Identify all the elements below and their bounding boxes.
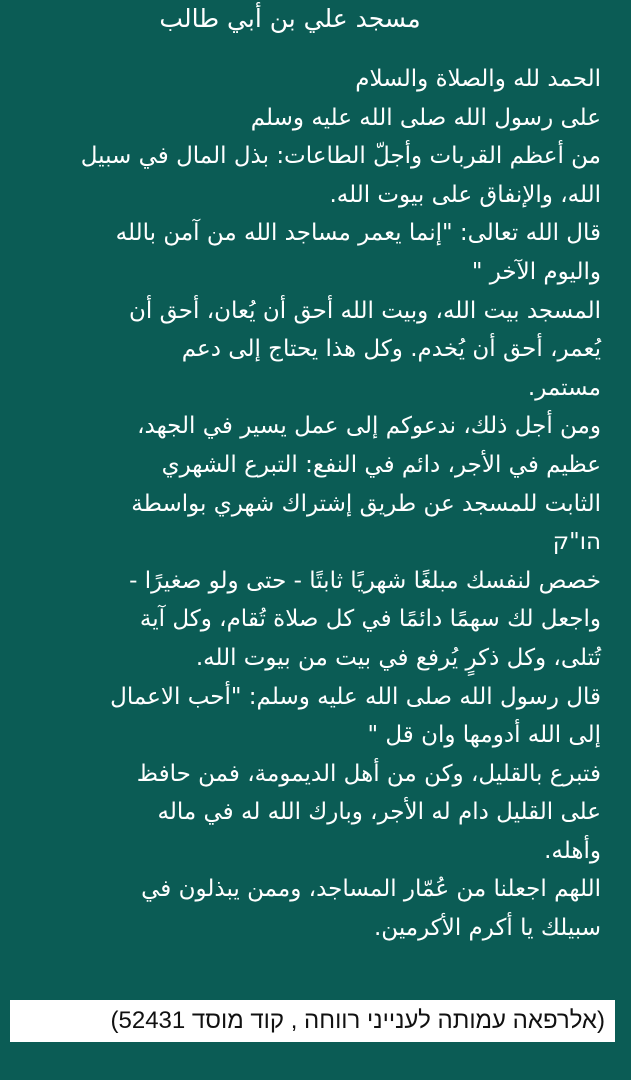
text-line: وأهله. — [544, 837, 601, 864]
page-title: مسجد علي بن أبي طالب — [159, 4, 421, 33]
text-line: على القليل دام له الأجر، وبارك الله له في ماله — [157, 799, 601, 826]
text-line: الحمد لله والصلاة والسلام — [355, 66, 601, 92]
text-line: عظيم في الأجر، دائم في النفع: التبرع الشهري — [161, 451, 601, 478]
text-line: المسجد بيت الله، وبيت الله أحق أن يُعان، أحق أن — [129, 297, 601, 324]
text-line: الله، والإنفاق على بيوت الله. — [329, 181, 601, 208]
text-line: على رسول الله صلى الله عليه وسلم — [250, 104, 601, 131]
text-line: הו"ק — [552, 529, 601, 556]
text-line: واجعل لك سهمًا دائمًا في كل صلاة تُقام، وكل آية — [139, 606, 601, 633]
text-line: ومن أجل ذلك، ندعوكم إلى عمل يسير في الجهد، — [137, 413, 601, 440]
text-line: إلى الله أدومها وان قل " — [367, 722, 601, 749]
text-line: تُتلى، وكل ذكرٍ يُرفع في بيت من بيوت الله. — [195, 644, 601, 671]
text-line: فتبرع بالقليل، وكن من أهل الديمومة، فمن حافظ — [136, 760, 601, 787]
text-line: خصص لنفسك مبلغًا شهريًا ثابتًا - حتى ولو صغيرًا - — [129, 567, 601, 594]
text-line: اللهم اجعلنا من عُمّار المساجد، وممن يبذلون في — [141, 876, 601, 903]
text-line: الثابت للمسجد عن طريق إشتراك شهري بواسطة — [131, 490, 601, 517]
text-line: سبيلك يا أكرم الأكرمين. — [374, 915, 601, 942]
text-line: واليوم الآخر " — [471, 258, 601, 285]
text-line: مستمر. — [527, 374, 601, 401]
message-body — [11, 60, 601, 948]
text-line: قال رسول الله صلى الله عليه وسلم: "أحب الاعمال — [110, 683, 601, 710]
text-line: يُعمر، أحق أن يُخدم. وكل هذا يحتاج إلى دعم — [181, 336, 601, 363]
text-line: من أعظم القربات وأجلّ الطاعات: بذل المال في سبيل — [80, 143, 601, 170]
organization-info-box: (אלרפאה עמותה לענייני רווחה , קוד מוסד 52431) — [10, 1000, 615, 1042]
text-line: قال الله تعالى: "إنما يعمر مساجد الله من آمن بالله — [115, 220, 601, 247]
